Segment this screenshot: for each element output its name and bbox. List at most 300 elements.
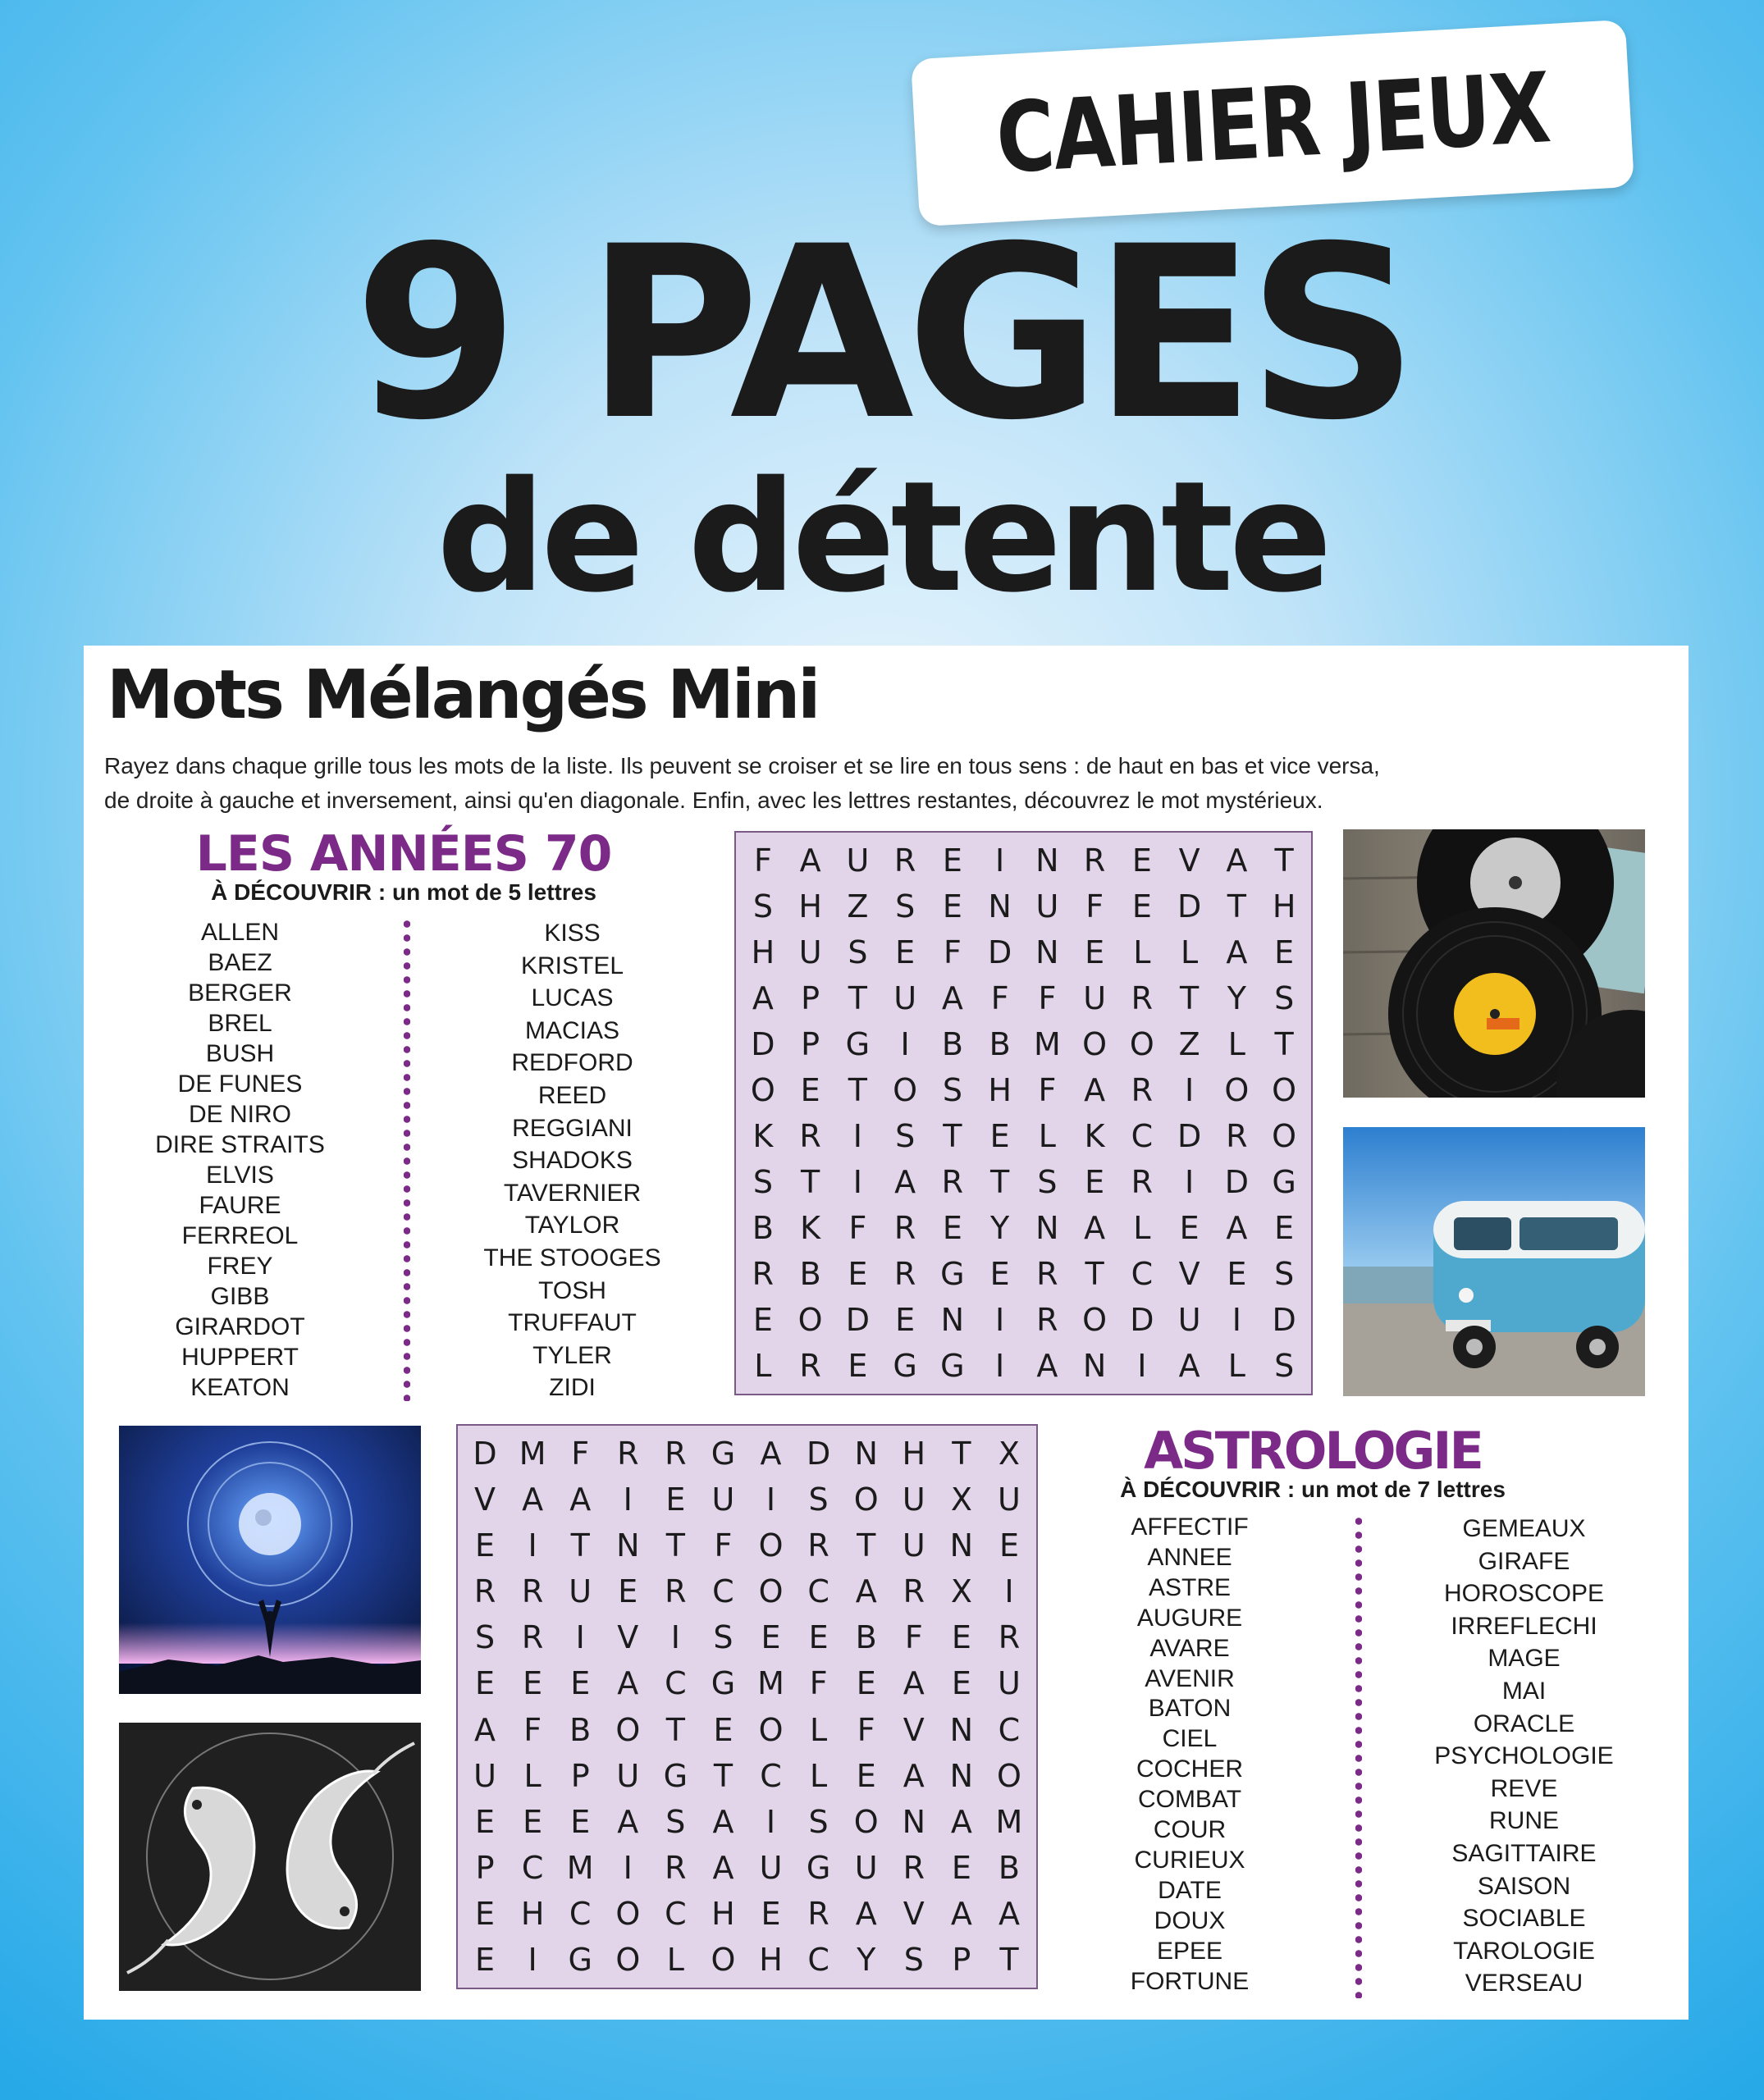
grid-letter: D: [1177, 1118, 1202, 1154]
word-list-item: KEATON: [190, 1374, 290, 1401]
grid-letter: N: [1082, 1348, 1107, 1384]
word-list-item: ASTRE: [1148, 1573, 1232, 1601]
grid-letter: A: [903, 1757, 925, 1794]
grid-letter: S: [848, 934, 868, 970]
puzzle2-divider: [1355, 1514, 1362, 1998]
pisces-fish-photo: [119, 1723, 421, 1991]
grid-letter: A: [522, 1481, 544, 1518]
grid-letter: U: [569, 1573, 592, 1610]
grid-letter: G: [893, 1348, 917, 1384]
grid-letter: T: [1274, 842, 1294, 879]
grid-letter: E: [1274, 934, 1295, 970]
grid-letter: A: [760, 1436, 782, 1472]
grid-letter: E: [1131, 888, 1152, 924]
grid-letter: M: [995, 1803, 1023, 1840]
grid-letter: R: [799, 1348, 821, 1384]
grid-letter: S: [808, 1803, 829, 1840]
grid-letter: A: [617, 1665, 639, 1702]
grid-letter: F: [753, 842, 772, 879]
word-list-item: REDFORD: [511, 1049, 633, 1077]
grid-letter: B: [799, 1256, 821, 1292]
grid-letter: F: [990, 980, 1009, 1016]
grid-letter: E: [665, 1481, 686, 1518]
word-list-item: CIEL: [1162, 1725, 1218, 1753]
grid-letter: A: [474, 1711, 496, 1748]
grid-letter: N: [902, 1803, 925, 1840]
grid-letter: B: [569, 1711, 592, 1748]
grid-letter: I: [852, 1118, 862, 1154]
grid-letter: E: [989, 1256, 1010, 1292]
cahier-jeux-label: CAHIER JEUX: [993, 51, 1552, 195]
grid-letter: N: [1035, 934, 1059, 970]
grid-letter: A: [569, 1481, 592, 1518]
word-list-item: AVARE: [1149, 1634, 1230, 1662]
grid-letter: L: [523, 1757, 542, 1794]
word-list-item: SHADOKS: [512, 1147, 633, 1175]
grid-letter: D: [987, 934, 1012, 970]
grid-letter: E: [1274, 1210, 1295, 1246]
grid-letter: Y: [990, 1210, 1010, 1246]
grid-letter: L: [1038, 1118, 1056, 1154]
grid-letter: E: [848, 1256, 868, 1292]
grid-letter: L: [810, 1757, 828, 1794]
grid-letter: A: [855, 1895, 877, 1932]
grid-letter: O: [1272, 1118, 1297, 1154]
grid-letter: O: [1082, 1026, 1108, 1062]
grid-letter: E: [713, 1711, 733, 1748]
grid-letter: E: [951, 1619, 971, 1656]
word-list-item: SAISON: [1477, 1872, 1571, 1900]
word-list-item: MAGE: [1488, 1645, 1561, 1673]
grid-letter: F: [848, 1210, 867, 1246]
grid-letter: N: [949, 1711, 974, 1748]
grid-letter: V: [617, 1619, 639, 1656]
grid-letter: N: [949, 1757, 974, 1794]
grid-letter: A: [1226, 934, 1248, 970]
grid-letter: S: [752, 888, 773, 924]
grid-letter: B: [855, 1619, 877, 1656]
grid-letter: L: [666, 1941, 684, 1978]
grid-letter: D: [1272, 1302, 1296, 1338]
word-list-item: DE NIRO: [188, 1101, 291, 1128]
grid-letter: X: [950, 1573, 972, 1610]
word-list-item: TOSH: [538, 1276, 606, 1304]
grid-letter: A: [1036, 1348, 1058, 1384]
grid-letter: R: [1226, 1118, 1248, 1154]
grid-letter: K: [1084, 1118, 1105, 1154]
word-list-item: BATON: [1148, 1695, 1232, 1723]
grid-letter: D: [845, 1302, 870, 1338]
grid-letter: R: [893, 842, 916, 879]
headline: 9 PAGES: [353, 196, 1411, 472]
grid-letter: A: [950, 1895, 972, 1932]
grid-letter: P: [570, 1757, 590, 1794]
grid-letter: L: [810, 1711, 828, 1748]
grid-letter: E: [475, 1803, 496, 1840]
puzzle2-title: ASTROLOGIE: [1144, 1421, 1482, 1481]
puzzle1-wordlist-right: [459, 917, 685, 1404]
grid-letter: T: [1227, 888, 1246, 924]
grid-letter: E: [1085, 1164, 1105, 1200]
word-list-item: ZIDI: [549, 1374, 596, 1402]
grid-letter: T: [952, 1436, 971, 1472]
grid-letter: N: [988, 888, 1012, 924]
word-list-item: BAEZ: [208, 949, 272, 976]
grid-letter: T: [1274, 1026, 1294, 1062]
grid-letter: S: [1274, 1256, 1295, 1292]
grid-letter: P: [475, 1849, 495, 1886]
grid-letter: F: [857, 1711, 875, 1748]
word-list-item: HUPPERT: [181, 1344, 299, 1371]
word-list-item: MACIAS: [524, 1016, 620, 1044]
grid-letter: L: [754, 1348, 772, 1384]
grid-letter: O: [1224, 1072, 1250, 1108]
grid-letter: B: [752, 1210, 774, 1246]
grid-letter: E: [808, 1619, 829, 1656]
grid-letter: I: [1232, 1302, 1241, 1338]
word-list-item: AUGURE: [1136, 1604, 1243, 1632]
grid-letter: E: [761, 1619, 781, 1656]
grid-letter: S: [752, 1164, 773, 1200]
grid-letter: E: [475, 1665, 496, 1702]
instructions-line: de droite à gauche et inversement, ainsi qu'en diagonale. Enfin, avec les lettres restantes, découvrez le mot mystérieux.: [104, 788, 1323, 813]
grid-letter: A: [1226, 1210, 1248, 1246]
grid-letter: U: [893, 980, 917, 1016]
grid-letter: C: [1131, 1256, 1154, 1292]
grid-letter: T: [713, 1757, 733, 1794]
grid-letter: P: [801, 1026, 820, 1062]
grid-letter: U: [1083, 980, 1107, 1016]
grid-letter: A: [894, 1164, 916, 1200]
grid-letter: H: [711, 1895, 735, 1932]
grid-letter: X: [998, 1436, 1020, 1472]
grid-letter: U: [759, 1849, 783, 1886]
word-list-item: HOROSCOPE: [1443, 1580, 1605, 1608]
word-list-item: COCHER: [1136, 1755, 1243, 1783]
grid-letter: G: [940, 1256, 965, 1292]
word-list-item: COMBAT: [1137, 1786, 1242, 1814]
grid-letter: F: [1085, 888, 1104, 924]
grid-letter: O: [853, 1481, 879, 1518]
grid-letter: G: [711, 1436, 736, 1472]
grid-letter: E: [800, 1072, 820, 1108]
grid-letter: E: [475, 1527, 496, 1564]
grid-letter: R: [1036, 1256, 1058, 1292]
grid-letter: E: [752, 1302, 773, 1338]
grid-letter: H: [902, 1436, 926, 1472]
grid-letter: I: [765, 1481, 776, 1518]
grid-letter: C: [569, 1895, 592, 1932]
grid-letter: U: [473, 1757, 496, 1794]
grid-letter: S: [1274, 980, 1295, 1016]
grid-letter: I: [1004, 1573, 1014, 1610]
grid-letter: F: [943, 934, 962, 970]
grid-letter: N: [940, 1302, 965, 1338]
grid-letter: D: [473, 1436, 497, 1472]
grid-letter: G: [940, 1348, 965, 1384]
grid-letter: I: [1185, 1072, 1195, 1108]
word-list-item: TYLER: [532, 1341, 612, 1369]
grid-letter: U: [1035, 888, 1059, 924]
grid-letter: D: [806, 1436, 831, 1472]
grid-letter: S: [895, 888, 916, 924]
grid-letter: U: [1177, 1302, 1201, 1338]
grid-letter: E: [475, 1941, 496, 1978]
word-list-item: DIRE STRAITS: [155, 1131, 325, 1158]
grid-letter: T: [848, 980, 867, 1016]
puzzle1-divider: [404, 917, 410, 1401]
grid-letter: U: [902, 1527, 925, 1564]
grid-letter: M: [519, 1436, 546, 1472]
grid-letter: D: [751, 1026, 775, 1062]
grid-letter: R: [903, 1849, 925, 1886]
grid-letter: S: [942, 1072, 962, 1108]
grid-letter: R: [521, 1619, 544, 1656]
grid-letter: H: [751, 934, 775, 970]
puzzle1-wordlist-left: [131, 917, 349, 1403]
grid-letter: I: [852, 1164, 862, 1200]
word-list-item: GIBB: [210, 1283, 270, 1310]
word-list-item: PSYCHOLOGIE: [1434, 1742, 1614, 1770]
puzzle2-letter-grid: [456, 1424, 1038, 1989]
subheadline: de détente: [436, 448, 1328, 626]
word-list-item: BREL: [208, 1010, 272, 1037]
grid-letter: V: [903, 1711, 925, 1748]
grid-letter: M: [566, 1849, 594, 1886]
grid-letter: F: [571, 1436, 590, 1472]
grid-letter: E: [951, 1849, 971, 1886]
grid-letter: E: [942, 842, 962, 879]
grid-letter: G: [663, 1757, 688, 1794]
grid-letter: A: [617, 1803, 639, 1840]
grid-letter: G: [711, 1665, 736, 1702]
grid-letter: L: [1133, 934, 1151, 970]
grid-letter: E: [951, 1665, 971, 1702]
grid-letter: Z: [1178, 1026, 1200, 1062]
grid-letter: S: [903, 1941, 924, 1978]
grid-letter: O: [853, 1803, 879, 1840]
grid-letter: G: [568, 1941, 592, 1978]
word-list-item: COUR: [1153, 1816, 1227, 1844]
grid-letter: R: [1131, 1164, 1154, 1200]
word-list-item: TAVERNIER: [503, 1179, 642, 1207]
grid-letter: O: [615, 1941, 641, 1978]
grid-letter: A: [1084, 1072, 1106, 1108]
word-list-item: ORACLE: [1473, 1710, 1575, 1737]
grid-letter: G: [1272, 1164, 1296, 1200]
grid-letter: O: [996, 1757, 1021, 1794]
word-list-item: GEMEAUX: [1462, 1515, 1586, 1542]
word-list-item: THE STOOGES: [483, 1244, 661, 1271]
grid-letter: L: [1227, 1026, 1245, 1062]
word-list-item: BUSH: [205, 1040, 275, 1067]
grid-letter: C: [521, 1849, 544, 1886]
grid-letter: R: [799, 1118, 821, 1154]
grid-letter: M: [1033, 1026, 1061, 1062]
grid-letter: T: [801, 1164, 820, 1200]
grid-letter: R: [807, 1527, 829, 1564]
grid-letter: N: [854, 1436, 878, 1472]
grid-letter: E: [570, 1665, 591, 1702]
grid-letter: T: [848, 1072, 867, 1108]
grid-letter: N: [1035, 1210, 1059, 1246]
grid-letter: V: [1178, 1256, 1200, 1292]
grid-letter: S: [1037, 1164, 1058, 1200]
grid-letter: A: [799, 842, 821, 879]
grid-letter: L: [1227, 1348, 1245, 1384]
grid-letter: U: [798, 934, 822, 970]
word-list-item: DATE: [1158, 1876, 1222, 1904]
zodiac-cosmos-photo: [119, 1426, 421, 1694]
grid-letter: B: [998, 1849, 1020, 1886]
grid-letter: U: [711, 1481, 735, 1518]
grid-letter: X: [950, 1481, 972, 1518]
grid-letter: T: [999, 1941, 1019, 1978]
grid-letter: I: [623, 1849, 633, 1886]
grid-letter: F: [1038, 1072, 1057, 1108]
grid-letter: E: [1131, 842, 1152, 879]
grid-letter: E: [942, 1210, 962, 1246]
grid-letter: R: [807, 1895, 829, 1932]
grid-letter: T: [665, 1711, 685, 1748]
grid-letter: I: [528, 1527, 537, 1564]
word-list-item: CURIEUX: [1134, 1846, 1245, 1874]
word-list-item: RUNE: [1488, 1807, 1559, 1835]
grid-letter: R: [665, 1849, 687, 1886]
grid-letter: R: [1083, 842, 1106, 879]
grid-letter: I: [575, 1619, 585, 1656]
word-list-item: SOCIABLE: [1462, 1905, 1586, 1933]
grid-letter: C: [665, 1665, 687, 1702]
puzzle1-subtitle: À DÉCOUVRIR : un mot de 5 lettres: [211, 879, 596, 905]
word-list-item: SAGITTAIRE: [1451, 1839, 1597, 1867]
grid-letter: A: [998, 1895, 1020, 1932]
grid-letter: C: [1131, 1118, 1154, 1154]
grid-letter: H: [1272, 888, 1296, 924]
grid-letter: E: [856, 1665, 876, 1702]
grid-letter: S: [665, 1803, 686, 1840]
grid-letter: F: [1038, 980, 1057, 1016]
grid-letter: V: [903, 1895, 925, 1932]
grid-letter: I: [670, 1619, 680, 1656]
grid-letter: E: [895, 1302, 916, 1338]
grid-letter: Y: [1227, 980, 1246, 1016]
grid-letter: I: [1137, 1348, 1147, 1384]
grid-letter: C: [760, 1757, 782, 1794]
word-list-item: REGGIANI: [512, 1114, 633, 1142]
word-list-item: IRREFLECHI: [1451, 1612, 1597, 1640]
grid-letter: R: [903, 1573, 925, 1610]
grid-letter: Y: [857, 1941, 876, 1978]
word-list-item: BERGER: [188, 979, 292, 1007]
grid-letter: R: [1036, 1302, 1058, 1338]
grid-letter: I: [1185, 1164, 1195, 1200]
grid-letter: T: [1085, 1256, 1104, 1292]
grid-letter: R: [893, 1210, 916, 1246]
grid-letter: R: [1131, 1072, 1154, 1108]
grid-letter: H: [759, 1941, 783, 1978]
grid-letter: O: [711, 1941, 736, 1978]
grid-letter: C: [807, 1941, 829, 1978]
word-list-item: AFFECTIF: [1131, 1513, 1249, 1541]
grid-letter: K: [800, 1210, 821, 1246]
grid-letter: A: [752, 980, 774, 1016]
grid-letter: R: [893, 1256, 916, 1292]
grid-letter: O: [758, 1527, 784, 1564]
grid-letter: S: [474, 1619, 496, 1656]
grid-letter: E: [989, 1118, 1010, 1154]
grid-letter: S: [1274, 1348, 1295, 1384]
grid-letter: V: [474, 1481, 496, 1518]
word-list-item: VERSEAU: [1465, 1970, 1583, 1997]
grid-letter: T: [570, 1527, 590, 1564]
grid-letter: B: [941, 1026, 963, 1062]
grid-letter: K: [752, 1118, 774, 1154]
word-list-item: FAURE: [199, 1192, 281, 1219]
grid-letter: D: [1177, 888, 1202, 924]
grid-letter: E: [523, 1803, 543, 1840]
grid-letter: E: [942, 888, 962, 924]
grid-letter: I: [765, 1803, 776, 1840]
word-list-item: TAROLOGIE: [1453, 1937, 1595, 1965]
word-list-item: ALLEN: [200, 919, 280, 946]
grid-letter: D: [1224, 1164, 1249, 1200]
grid-letter: A: [941, 980, 963, 1016]
grid-letter: C: [712, 1573, 734, 1610]
grid-letter: R: [998, 1619, 1021, 1656]
grid-letter: U: [616, 1757, 640, 1794]
grid-letter: O: [758, 1711, 784, 1748]
puzzle2-wordlist-right: [1415, 1513, 1633, 2000]
grid-letter: O: [750, 1072, 775, 1108]
puzzle1-letter-grid: [734, 831, 1313, 1395]
grid-letter: I: [995, 1348, 1005, 1384]
grid-letter: E: [761, 1895, 781, 1932]
word-list-item: DE FUNES: [177, 1071, 303, 1098]
grid-letter: F: [714, 1527, 733, 1564]
word-list-item: ANNEE: [1147, 1543, 1232, 1571]
grid-letter: N: [949, 1527, 974, 1564]
grid-letter: M: [757, 1665, 784, 1702]
grid-letter: C: [665, 1895, 687, 1932]
grid-letter: I: [623, 1481, 633, 1518]
grid-letter: G: [806, 1849, 831, 1886]
word-list-item: MAI: [1501, 1677, 1547, 1705]
grid-letter: T: [857, 1527, 876, 1564]
grid-letter: A: [855, 1573, 877, 1610]
grid-letter: E: [1227, 1256, 1247, 1292]
grid-letter: N: [616, 1527, 640, 1564]
word-list-item: KRISTEL: [520, 952, 624, 979]
grid-letter: O: [797, 1302, 823, 1338]
grid-letter: U: [998, 1665, 1021, 1702]
grid-letter: O: [615, 1711, 641, 1748]
grid-letter: Z: [847, 888, 869, 924]
instructions: [104, 749, 1597, 818]
word-list-item: GIRAFE: [1478, 1547, 1570, 1575]
word-list-item: FORTUNE: [1130, 1967, 1250, 1995]
word-list-item: EPEE: [1156, 1937, 1223, 1965]
word-list-item: FREY: [207, 1253, 273, 1280]
grid-letter: R: [665, 1436, 687, 1472]
grid-letter: U: [846, 842, 870, 879]
word-list-item: LUCAS: [531, 984, 614, 1012]
grid-letter: D: [1130, 1302, 1154, 1338]
word-list-item: TRUFFAUT: [508, 1309, 637, 1337]
grid-letter: E: [475, 1895, 496, 1932]
grid-letter: C: [807, 1573, 829, 1610]
grid-letter: I: [900, 1026, 910, 1062]
